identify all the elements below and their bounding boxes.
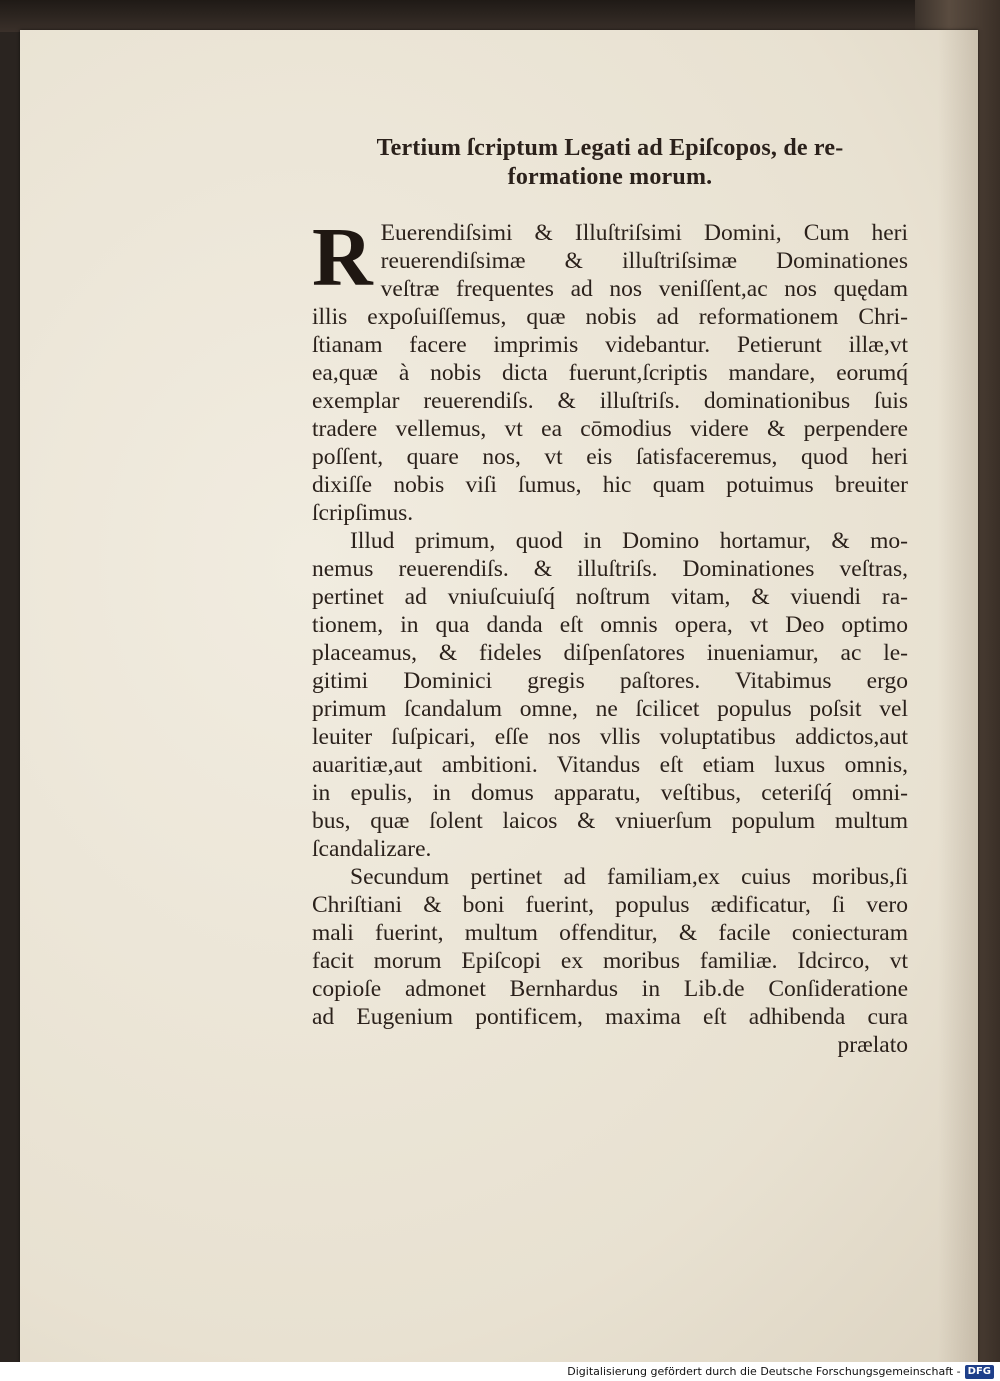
scan-top-edge	[0, 0, 1000, 32]
text-line: illis expoſuiſſemus, quæ nobis ad reformationem Chri-	[312, 304, 908, 330]
text-line: bus, quæ ſolent laicos & vniuerſum populum multum	[312, 808, 908, 834]
text-line: tionem, in qua danda eſt omnis opera, vt Deo optimo	[312, 612, 908, 638]
text-line: facit morum Epiſcopi ex moribus familiæ. Idcirco, vt	[312, 948, 908, 974]
text-line: auaritiæ,aut ambitioni. Vitandus eſt etiam luxus omnis,	[312, 752, 908, 778]
text-line: tradere vellemus, vt ea cōmodius videre & perpendere	[312, 416, 908, 442]
text-line: ſcripſimus.	[312, 500, 414, 526]
text-line: veſtræ frequentes ad nos veniſſent,ac nos quędam	[380, 276, 908, 302]
text-line: nemus reuerendiſs. & illuſtriſs. Dominationes veſtras,	[312, 556, 908, 582]
text-line: ea,quæ à nobis dicta fuerunt,ſcriptis mandare, eorumq́	[312, 360, 908, 386]
book-page	[20, 30, 978, 1362]
text-line: ad Eugenium pontificem, maxima eſt adhibenda cura	[312, 1004, 908, 1030]
text-line: poſſent, quare nos, vt eis ſatisfaceremus, quod heri	[312, 444, 908, 470]
paragraph-3	[312, 863, 908, 1059]
text-line: ſtianam facere imprimis videbantur. Petierunt illæ,vt	[312, 332, 908, 358]
title-line-2: formatione morum.	[507, 164, 713, 190]
text-line: Illud primum, quod in Domino hortamur, & mo-	[350, 528, 908, 554]
text-line: dixiſſe nobis viſi ſumus, hic quam potuimus breuiter	[312, 472, 908, 498]
text-line: Chriſtiani & boni fuerint, populus ædificatur, ſi vero	[312, 892, 908, 918]
text-column	[312, 134, 908, 1059]
text-line: in epulis, in domus apparatu, veſtibus, ceteriſq́ omni-	[312, 780, 908, 806]
footer-credit: Digitalisierung gefördert durch die Deutsche Forschungsgemeinschaft -	[567, 1365, 961, 1378]
drop-capital: R	[312, 211, 373, 304]
text-line: placeamus, & fideles diſpenſatores inueniamur, ac le-	[312, 640, 908, 666]
text-line: Euerendiſsimi & Illuſtriſsimi Domini, Cum heri	[380, 220, 908, 246]
paragraph-1	[312, 211, 908, 527]
paragraph-2	[312, 527, 908, 863]
text-line: leuiter ſuſpicari, eſſe nos vllis voluptatibus addictos,aut	[312, 724, 908, 750]
text-line: exemplar reuerendiſs. & illuſtriſs. dominationibus ſuis	[312, 388, 908, 414]
text-line: gitimi Dominici gregis paſtores. Vitabimus ergo	[312, 668, 908, 694]
text-line: mali fuerint, multum offenditur, & facile coniecturam	[312, 920, 908, 946]
dfg-logo-icon: DFG	[965, 1365, 994, 1379]
page-title	[312, 134, 908, 192]
title-line-1: Tertium ſcriptum Legati ad Epiſcopos, de re-	[376, 135, 844, 161]
text-line: copioſe admonet Bernhardus in Lib.de Conſideratione	[312, 976, 908, 1002]
text-line: reuerendiſsimæ & illuſtriſsimæ Dominationes	[380, 248, 908, 274]
text-line: pertinet ad vniuſcuiuſq́ noſtrum vitam, & viuendi ra-	[312, 584, 908, 610]
text-line: ſcandalizare.	[312, 836, 432, 862]
text-line: Secundum pertinet ad familiam,ex cuius moribus,ſi	[350, 864, 908, 890]
text-line: primum ſcandalum omne, ne ſcilicet populus poſsit vel	[312, 696, 908, 722]
catchword: prælato	[837, 1032, 908, 1058]
digitization-footer	[0, 1362, 1000, 1381]
